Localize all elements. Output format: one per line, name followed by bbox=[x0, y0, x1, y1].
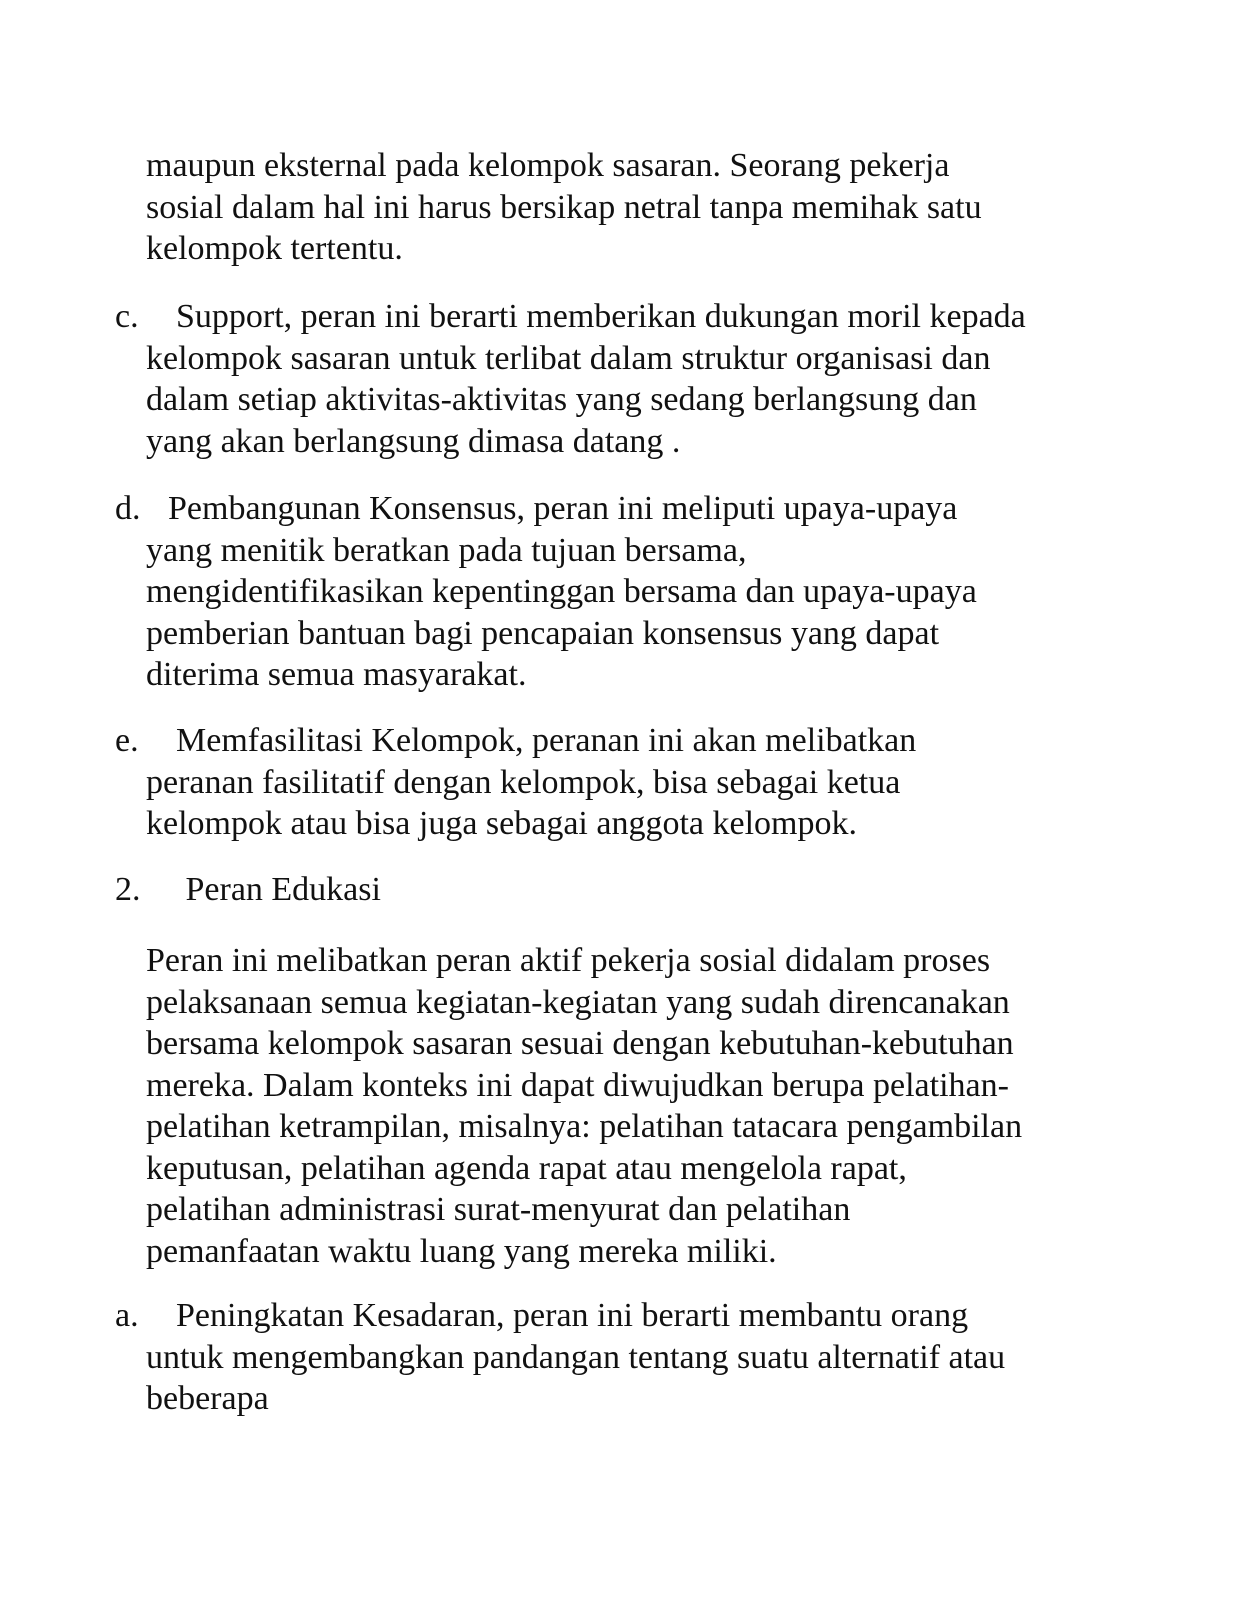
intro-line-2: sosial dalam hal ini harus bersikap netral tanpa memihak satu bbox=[146, 188, 982, 226]
section-heading bbox=[115, 869, 381, 911]
section-line-1: Peran ini melibatkan peran aktif pekerja sosial didalam proses bbox=[146, 942, 991, 979]
section-line-3: bersama kelompok sasaran sesuai dengan kebutuhan-kebutuhan bbox=[146, 1025, 1014, 1062]
list-marker-e: e. bbox=[115, 722, 139, 759]
item-d-line-3: mengidentifikasikan kepentinggan bersama dan upaya-upaya bbox=[146, 573, 977, 610]
section-line-5: pelatihan ketrampilan, misalnya: pelatihan tatacara pengambilan bbox=[146, 1108, 1023, 1145]
item-e-line-3: kelompok atau bisa juga sebagai anggota kelompok. bbox=[146, 805, 857, 842]
section-line-6: keputusan, pelatihan agenda rapat atau mengelola rapat, bbox=[146, 1149, 907, 1187]
item-d-line-2: yang menitik beratkan pada tujuan bersama, bbox=[146, 531, 747, 569]
list-marker-d: d. bbox=[115, 490, 141, 527]
list-item-e bbox=[115, 720, 1086, 845]
intro-line-3: kelompok tertentu. bbox=[146, 230, 403, 267]
list-item-d bbox=[115, 488, 1086, 696]
item-e-line-2: peranan fasilitatif dengan kelompok, bisa sebagai ketua bbox=[146, 763, 901, 801]
item-a-line-2: untuk mengembangkan pandangan tentang suatu alternatif atau bbox=[146, 1338, 1006, 1376]
section-number: 2. bbox=[115, 871, 141, 908]
item-a-line-1: Peningkatan Kesadaran, peran ini berarti membantu orang bbox=[176, 1297, 969, 1334]
item-a-line-3: beberapa bbox=[146, 1380, 269, 1417]
list-item-a bbox=[115, 1295, 1086, 1420]
item-d-line-1: Pembangunan Konsensus, peran ini meliputi upaya-upaya bbox=[168, 490, 958, 527]
item-d-line-5: diterima semua masyarakat. bbox=[146, 656, 527, 693]
section-line-7: pelatihan administrasi surat-menyurat dan pelatihan bbox=[146, 1191, 851, 1228]
section-line-2: pelaksanaan semua kegiatan-kegiatan yang sudah direncanakan bbox=[146, 983, 1010, 1021]
list-item-c bbox=[115, 296, 1086, 462]
item-c-line-4: yang akan berlangsung dimasa datang . bbox=[146, 422, 681, 460]
section-title: Peran Edukasi bbox=[185, 871, 381, 908]
item-c-line-3: dalam setiap aktivitas-aktivitas yang sedang berlangsung dan bbox=[146, 381, 977, 418]
item-e-line-1: Memfasilitasi Kelompok, peranan ini akan melibatkan bbox=[176, 722, 917, 759]
list-marker-c: c. bbox=[115, 298, 139, 335]
section-paragraph bbox=[146, 940, 1086, 1272]
section-line-4: mereka. Dalam konteks ini dapat diwujudkan berupa pelatihan- bbox=[146, 1066, 1009, 1104]
item-c-line-2: kelompok sasaran untuk terlibat dalam struktur organisasi dan bbox=[146, 339, 991, 377]
item-c-line-1: Support, peran ini berarti memberikan dukungan moril kepada bbox=[176, 298, 1026, 335]
list-marker-a: a. bbox=[115, 1297, 139, 1334]
item-d-line-4: pemberian bantuan bagi pencapaian konsensus yang dapat bbox=[146, 614, 940, 652]
intro-line-1: maupun eksternal pada kelompok sasaran. Seorang pekerja bbox=[146, 147, 950, 184]
intro-paragraph bbox=[146, 145, 1086, 270]
section-line-8: pemanfaatan waktu luang yang mereka miliki. bbox=[146, 1232, 777, 1270]
